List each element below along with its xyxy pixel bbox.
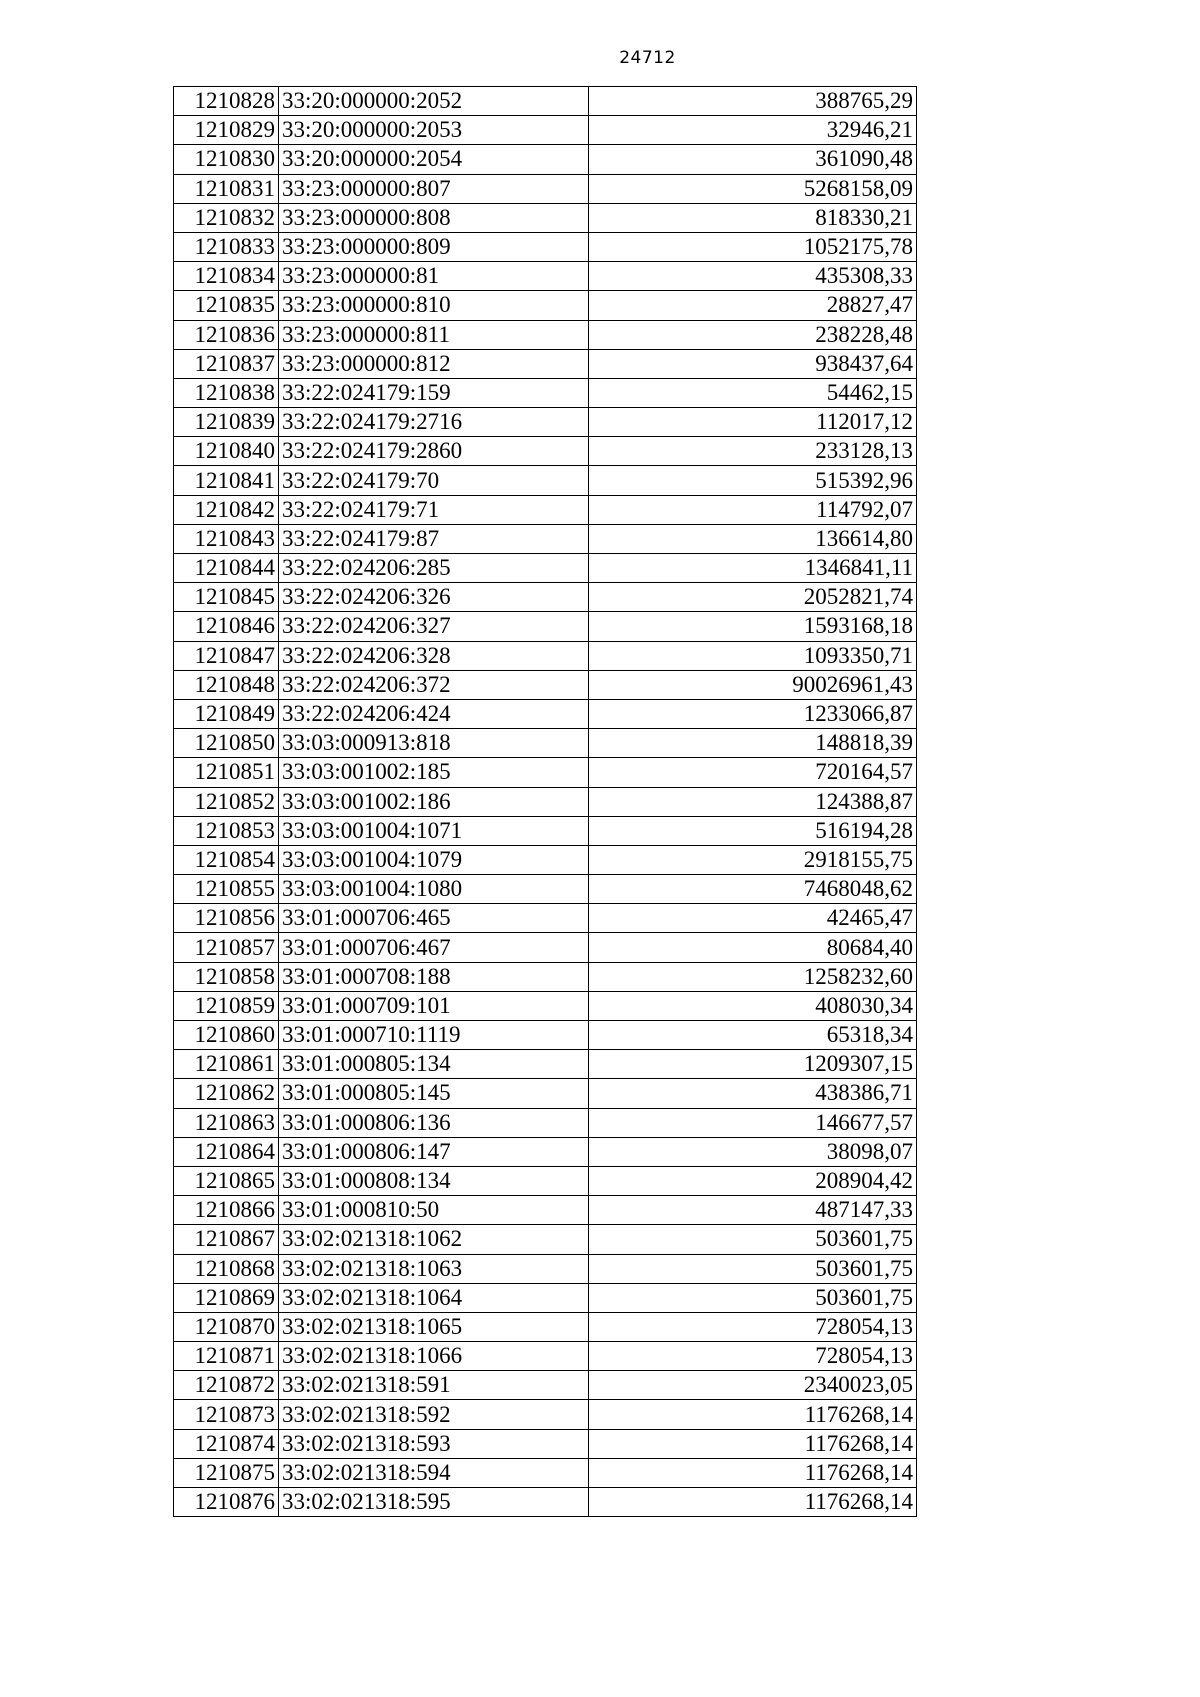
table-row [174, 758, 917, 787]
cadastral-number-cell: 33:02:021318:593 [279, 1429, 589, 1458]
cadastral-value-cell: 720164,57 [589, 758, 917, 787]
record-number-cell: 1210860 [174, 1021, 279, 1050]
table-row [174, 466, 917, 495]
page-number: 24712 [619, 48, 676, 68]
cadastral-value-cell: 124388,87 [589, 787, 917, 816]
cadastral-value-cell: 208904,42 [589, 1166, 917, 1195]
table-row [174, 1254, 917, 1283]
cadastral-value-cell: 408030,34 [589, 991, 917, 1020]
record-number-cell: 1210876 [174, 1488, 279, 1517]
cadastral-value-cell: 233128,13 [589, 437, 917, 466]
table-row [174, 816, 917, 845]
cadastral-number-cell: 33:03:001004:1079 [279, 845, 589, 874]
cadastral-value-cell: 42465,47 [589, 904, 917, 933]
record-number-cell: 1210856 [174, 904, 279, 933]
table-row [174, 933, 917, 962]
cadastral-number-cell: 33:22:024179:87 [279, 524, 589, 553]
table-row [174, 116, 917, 145]
cadastral-number-cell: 33:22:024179:70 [279, 466, 589, 495]
record-number-cell: 1210848 [174, 670, 279, 699]
cadastral-value-cell: 1176268,14 [589, 1488, 917, 1517]
cadastral-number-cell: 33:03:001002:186 [279, 787, 589, 816]
cadastral-number-cell: 33:03:000913:818 [279, 729, 589, 758]
table-row [174, 699, 917, 728]
cadastral-number-cell: 33:20:000000:2052 [279, 87, 589, 116]
cadastral-value-cell: 38098,07 [589, 1137, 917, 1166]
table-body [174, 87, 917, 1517]
record-number-cell: 1210844 [174, 554, 279, 583]
table-row [174, 437, 917, 466]
cadastral-number-cell: 33:22:024206:285 [279, 554, 589, 583]
table-row [174, 408, 917, 437]
record-number-cell: 1210850 [174, 729, 279, 758]
cadastral-value-cell: 1233066,87 [589, 699, 917, 728]
cadastral-number-cell: 33:20:000000:2053 [279, 116, 589, 145]
table-row [174, 583, 917, 612]
table-row [174, 1050, 917, 1079]
table-row [174, 262, 917, 291]
cadastral-number-cell: 33:01:000710:1119 [279, 1021, 589, 1050]
record-number-cell: 1210870 [174, 1312, 279, 1341]
record-number-cell: 1210875 [174, 1458, 279, 1487]
cadastral-number-cell: 33:01:000805:134 [279, 1050, 589, 1079]
cadastral-number-cell: 33:03:001002:185 [279, 758, 589, 787]
record-number-cell: 1210828 [174, 87, 279, 116]
record-number-cell: 1210845 [174, 583, 279, 612]
cadastral-number-cell: 33:02:021318:1062 [279, 1225, 589, 1254]
record-number-cell: 1210847 [174, 641, 279, 670]
cadastral-value-cell: 388765,29 [589, 87, 917, 116]
record-number-cell: 1210864 [174, 1137, 279, 1166]
record-number-cell: 1210863 [174, 1108, 279, 1137]
cadastral-value-cell: 114792,07 [589, 495, 917, 524]
record-number-cell: 1210865 [174, 1166, 279, 1195]
record-number-cell: 1210835 [174, 291, 279, 320]
table-row [174, 875, 917, 904]
table-row [174, 1400, 917, 1429]
cadastral-value-cell: 136614,80 [589, 524, 917, 553]
table-row [174, 612, 917, 641]
table-row [174, 962, 917, 991]
table-row [174, 1342, 917, 1371]
record-number-cell: 1210872 [174, 1371, 279, 1400]
cadastral-value-cell: 2340023,05 [589, 1371, 917, 1400]
cadastral-number-cell: 33:01:000806:147 [279, 1137, 589, 1166]
cadastral-number-cell: 33:03:001004:1080 [279, 875, 589, 904]
cadastral-number-cell: 33:03:001004:1071 [279, 816, 589, 845]
record-number-cell: 1210868 [174, 1254, 279, 1283]
cadastral-value-cell: 2918155,75 [589, 845, 917, 874]
cadastral-value-cell: 112017,12 [589, 408, 917, 437]
cadastral-value-cell: 938437,64 [589, 349, 917, 378]
cadastral-value-cell: 1258232,60 [589, 962, 917, 991]
cadastral-number-cell: 33:02:021318:1064 [279, 1283, 589, 1312]
record-number-cell: 1210830 [174, 145, 279, 174]
table-row [174, 349, 917, 378]
record-number-cell: 1210866 [174, 1196, 279, 1225]
record-number-cell: 1210857 [174, 933, 279, 962]
table-row [174, 787, 917, 816]
table-row [174, 1458, 917, 1487]
table-row [174, 1108, 917, 1137]
table-row [174, 845, 917, 874]
cadastral-value-cell: 435308,33 [589, 262, 917, 291]
record-number-cell: 1210858 [174, 962, 279, 991]
table-row [174, 729, 917, 758]
table-row [174, 1371, 917, 1400]
table-row [174, 1079, 917, 1108]
cadastral-number-cell: 33:22:024206:424 [279, 699, 589, 728]
cadastral-number-cell: 33:22:024206:327 [279, 612, 589, 641]
cadastral-value-cell: 90026961,43 [589, 670, 917, 699]
cadastral-value-cell: 1209307,15 [589, 1050, 917, 1079]
table-row [174, 1225, 917, 1254]
table-row [174, 524, 917, 553]
cadastral-value-cell: 54462,15 [589, 378, 917, 407]
cadastral-number-cell: 33:20:000000:2054 [279, 145, 589, 174]
record-number-cell: 1210841 [174, 466, 279, 495]
record-number-cell: 1210861 [174, 1050, 279, 1079]
table-row [174, 291, 917, 320]
cadastral-value-cell: 503601,75 [589, 1225, 917, 1254]
table-row [174, 378, 917, 407]
cadastral-value-cell: 148818,39 [589, 729, 917, 758]
record-number-cell: 1210873 [174, 1400, 279, 1429]
cadastral-value-cell: 146677,57 [589, 1108, 917, 1137]
cadastral-number-cell: 33:02:021318:1063 [279, 1254, 589, 1283]
record-number-cell: 1210832 [174, 203, 279, 232]
record-number-cell: 1210843 [174, 524, 279, 553]
cadastral-value-cell: 728054,13 [589, 1342, 917, 1371]
table-row [174, 1137, 917, 1166]
table-row [174, 554, 917, 583]
cadastral-value-cell: 515392,96 [589, 466, 917, 495]
cadastral-number-cell: 33:01:000706:467 [279, 933, 589, 962]
record-number-cell: 1210846 [174, 612, 279, 641]
cadastral-number-cell: 33:23:000000:807 [279, 174, 589, 203]
cadastral-value-cell: 1176268,14 [589, 1400, 917, 1429]
cadastral-number-cell: 33:23:000000:812 [279, 349, 589, 378]
record-number-cell: 1210867 [174, 1225, 279, 1254]
table-row [174, 174, 917, 203]
table-row [174, 495, 917, 524]
cadastral-number-cell: 33:22:024179:71 [279, 495, 589, 524]
table-row [174, 1021, 917, 1050]
cadastral-value-cell: 503601,75 [589, 1254, 917, 1283]
cadastral-number-cell: 33:23:000000:808 [279, 203, 589, 232]
table-row [174, 320, 917, 349]
cadastral-number-cell: 33:23:000000:810 [279, 291, 589, 320]
cadastral-number-cell: 33:23:000000:81 [279, 262, 589, 291]
cadastral-value-cell: 65318,34 [589, 1021, 917, 1050]
cadastral-number-cell: 33:01:000810:50 [279, 1196, 589, 1225]
table-row [174, 1488, 917, 1517]
cadastral-value-table [173, 86, 917, 1517]
record-number-cell: 1210838 [174, 378, 279, 407]
record-number-cell: 1210831 [174, 174, 279, 203]
table-row [174, 904, 917, 933]
cadastral-value-cell: 7468048,62 [589, 875, 917, 904]
cadastral-number-cell: 33:01:000805:145 [279, 1079, 589, 1108]
cadastral-value-cell: 1593168,18 [589, 612, 917, 641]
record-number-cell: 1210833 [174, 232, 279, 261]
record-number-cell: 1210859 [174, 991, 279, 1020]
cadastral-value-cell: 2052821,74 [589, 583, 917, 612]
cadastral-number-cell: 33:01:000808:134 [279, 1166, 589, 1195]
cadastral-value-cell: 28827,47 [589, 291, 917, 320]
record-number-cell: 1210874 [174, 1429, 279, 1458]
table-row [174, 1429, 917, 1458]
table-row [174, 1312, 917, 1341]
table-row [174, 670, 917, 699]
record-number-cell: 1210869 [174, 1283, 279, 1312]
record-number-cell: 1210837 [174, 349, 279, 378]
cadastral-number-cell: 33:22:024206:328 [279, 641, 589, 670]
cadastral-number-cell: 33:22:024179:159 [279, 378, 589, 407]
table-row [174, 232, 917, 261]
cadastral-value-cell: 361090,48 [589, 145, 917, 174]
cadastral-number-cell: 33:01:000708:188 [279, 962, 589, 991]
cadastral-value-cell: 1052175,78 [589, 232, 917, 261]
cadastral-number-cell: 33:02:021318:594 [279, 1458, 589, 1487]
table-row [174, 203, 917, 232]
record-number-cell: 1210839 [174, 408, 279, 437]
cadastral-number-cell: 33:02:021318:591 [279, 1371, 589, 1400]
record-number-cell: 1210834 [174, 262, 279, 291]
cadastral-value-cell: 487147,33 [589, 1196, 917, 1225]
record-number-cell: 1210842 [174, 495, 279, 524]
table-row [174, 1196, 917, 1225]
record-number-cell: 1210855 [174, 875, 279, 904]
cadastral-value-cell: 503601,75 [589, 1283, 917, 1312]
cadastral-value-cell: 32946,21 [589, 116, 917, 145]
cadastral-number-cell: 33:02:021318:595 [279, 1488, 589, 1517]
table-row [174, 1166, 917, 1195]
cadastral-number-cell: 33:22:024179:2716 [279, 408, 589, 437]
record-number-cell: 1210853 [174, 816, 279, 845]
record-number-cell: 1210852 [174, 787, 279, 816]
cadastral-value-cell: 1176268,14 [589, 1458, 917, 1487]
cadastral-number-cell: 33:22:024206:326 [279, 583, 589, 612]
cadastral-number-cell: 33:02:021318:1065 [279, 1312, 589, 1341]
cadastral-value-cell: 238228,48 [589, 320, 917, 349]
cadastral-value-cell: 5268158,09 [589, 174, 917, 203]
record-number-cell: 1210871 [174, 1342, 279, 1371]
record-number-cell: 1210849 [174, 699, 279, 728]
cadastral-value-cell: 728054,13 [589, 1312, 917, 1341]
cadastral-value-cell: 1176268,14 [589, 1429, 917, 1458]
table-row [174, 87, 917, 116]
cadastral-value-cell: 818330,21 [589, 203, 917, 232]
cadastral-value-cell: 1093350,71 [589, 641, 917, 670]
cadastral-number-cell: 33:23:000000:809 [279, 232, 589, 261]
cadastral-number-cell: 33:02:021318:1066 [279, 1342, 589, 1371]
record-number-cell: 1210836 [174, 320, 279, 349]
cadastral-value-cell: 80684,40 [589, 933, 917, 962]
cadastral-number-cell: 33:22:024206:372 [279, 670, 589, 699]
record-number-cell: 1210854 [174, 845, 279, 874]
cadastral-number-cell: 33:22:024179:2860 [279, 437, 589, 466]
cadastral-number-cell: 33:01:000706:465 [279, 904, 589, 933]
table-row [174, 991, 917, 1020]
record-number-cell: 1210862 [174, 1079, 279, 1108]
cadastral-number-cell: 33:02:021318:592 [279, 1400, 589, 1429]
cadastral-number-cell: 33:01:000806:136 [279, 1108, 589, 1137]
cadastral-number-cell: 33:23:000000:811 [279, 320, 589, 349]
cadastral-value-cell: 1346841,11 [589, 554, 917, 583]
cadastral-value-cell: 516194,28 [589, 816, 917, 845]
cadastral-value-cell: 438386,71 [589, 1079, 917, 1108]
record-number-cell: 1210829 [174, 116, 279, 145]
table-row [174, 145, 917, 174]
cadastral-number-cell: 33:01:000709:101 [279, 991, 589, 1020]
table-row [174, 1283, 917, 1312]
table-row [174, 641, 917, 670]
record-number-cell: 1210840 [174, 437, 279, 466]
record-number-cell: 1210851 [174, 758, 279, 787]
